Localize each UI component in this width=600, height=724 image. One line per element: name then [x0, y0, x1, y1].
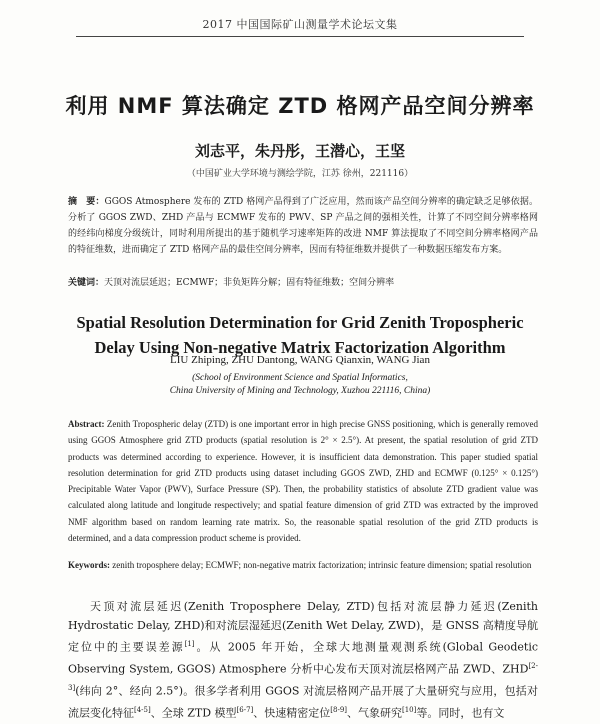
chinese-keywords [68, 276, 538, 290]
body-paragraph: 天顶对流层延迟(Zenith Troposphere Delay, ZTD)包括对流层静力延迟(Zenith Hydrostatic Delay, ZHD)和对流层湿延迟(Zenith Wet Delay, ZWD)，是 GNSS 高精度导航定位中的主要误差源[1]。从 2005 年开始，全球大地测量观测系统(Global Geodetic Observing System, GGOS) Atmosphere 分析中心发布天顶对流层格网产品 ZWD、ZHD[2-3](纬向 2°、经向 2.5°)。很多学者利用 GGOS 对流层格网产品开展了大量研究与应用，包括对流层变化特征[4-5]、全球 ZTD 模型[6-7]、快速精密定位[8-9]、气象研究[10]等。同时，也有文 [68, 600, 538, 721]
english-keywords [68, 558, 538, 573]
citation: [8-9] [330, 706, 347, 715]
english-keywords-text: zenith troposphere delay; ECMWF; non-negative matrix factorization; intrinsic feature dimension; spatial resolution [112, 560, 532, 570]
english-abstract-text: Zenith Tropospheric delay (ZTD) is one important error in high precise GNSS positioning, which is generally removed using GGOS Atmosphere grid ZTD products (spatial resolution is 2° × 2.5°). At present, the spatial resolution of grid ZTD products was determined according to experience. However, it is insufficient data demonstration. This paper studied spatial resolution determination for grid ZTD products using dataset including GGOS ZWD, ZHD and ECMWF (0.125° × 0.125°) Precipitable Water Vapor (PWV), Surface Pressure (SP). Then, the probability statistics of absolute ZTD gradient value was calculated along latitude and longitude respectively; and spatial feature dimension of grid ZTD was extracted by the improved NMF algorithm based on random learning rate matrix. So, the reasonable spatial resolution of the grid ZTD products is determined, and a data compression product scheme is provided. [68, 419, 539, 544]
chinese-abstract-text: GGOS Atmosphere 发布的 ZTD 格网产品得到了广泛应用，然而该产品空间分辨率的确定缺乏足够依据。分析了 GGOS ZWD、ZHD 产品与 ECMWF 发布的 PWV、SP 产品之间的强相关性，计算了不同空间分辨率格网的经纬向梯度分级统计，同时利用所提出的基于随机学习速率矩阵的改进 NMF 算法提取了不同空间分辨率格网产品的特征维数，进而确定了 ZTD 格网产品的最佳空间分辨率，因而有特征维数并提供了一种数据压缩发布方案。 [68, 197, 538, 255]
citation: [4-5] [134, 706, 151, 715]
chinese-abstract-label: 摘 要： [68, 197, 105, 207]
chinese-authors: 刘志平，朱丹彤，王潜心，王坚 [194, 142, 405, 160]
english-authors: LIU Zhiping, ZHU Dantong, WANG Qianxin, WANG Jian [170, 354, 430, 366]
chinese-keywords-text: 天顶对流层延迟；ECMWF；非负矩阵分解；固有特征维数；空间分辨率 [104, 278, 395, 288]
chinese-abstract [68, 194, 538, 258]
running-header: 2017 中国国际矿山测量学术论坛文集 [202, 18, 398, 31]
chinese-keywords-label: 关键词： [68, 278, 105, 288]
chinese-title: 利用 NMF 算法确定 ZTD 格网产品空间分辨率 [65, 94, 535, 118]
citation: [1] [184, 640, 195, 648]
english-abstract [68, 416, 538, 546]
english-affiliation-line-1: (School of Environment Science and Spatial Informatics, [192, 373, 408, 383]
english-affiliation-line-2: China University of Mining and Technology, Xuzhou 221116, China) [169, 386, 431, 396]
chinese-affiliation: （中国矿业大学环境与测绘学院，江苏 徐州，221116） [186, 169, 414, 179]
english-keywords-label: Keywords: [68, 560, 110, 570]
english-abstract-label: Abstract: [68, 419, 105, 429]
english-title-line-2: Delay Using Non-negative Matrix Factorization Algorithm [94, 338, 506, 357]
english-affiliation [0, 372, 600, 398]
citation: [6-7] [236, 706, 254, 715]
citation: [10] [402, 706, 417, 715]
english-title [30, 310, 570, 360]
header-rule [76, 36, 524, 37]
english-title-line-1: Spatial Resolution Determination for Grid Zenith Tropospheric [76, 313, 524, 332]
citation: [2-3] [68, 662, 538, 693]
